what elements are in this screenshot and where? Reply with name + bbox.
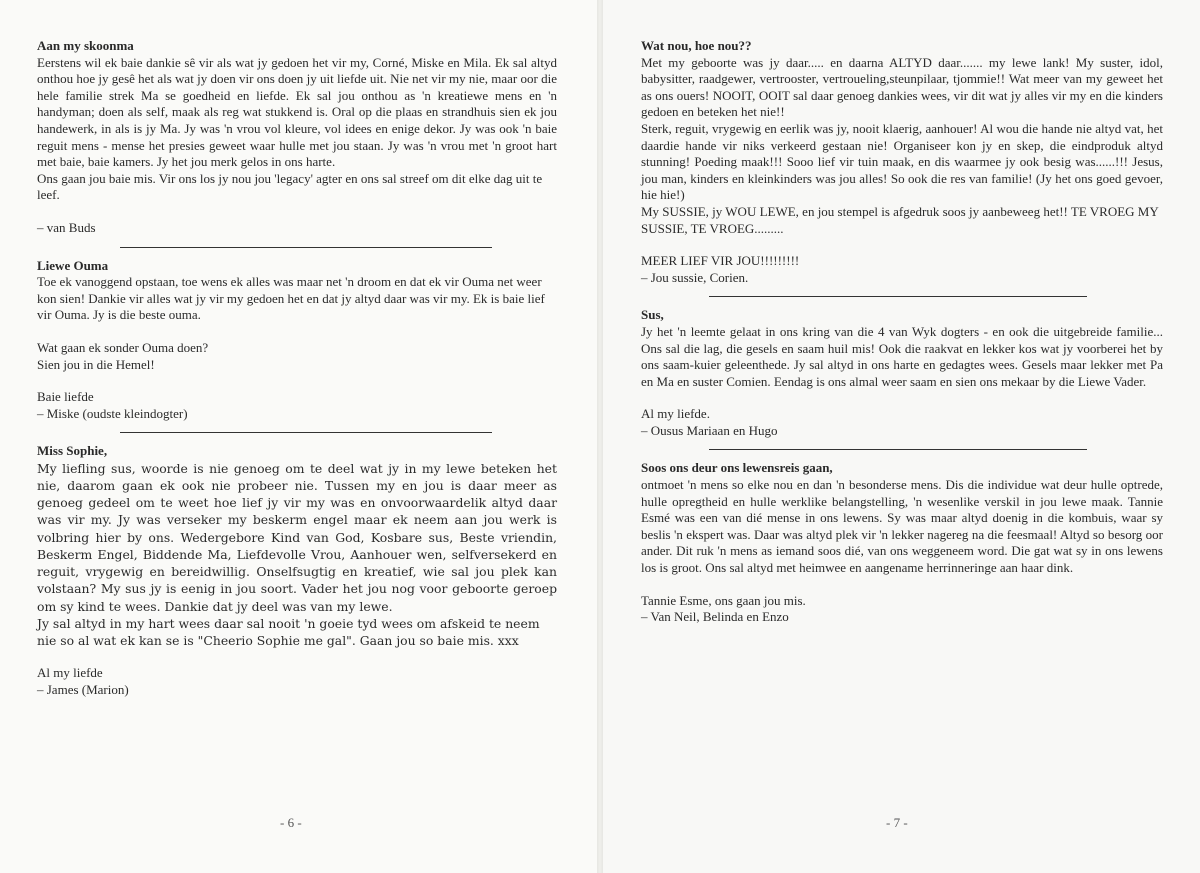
tribute-closing: Baie liefde [37, 389, 94, 405]
tribute-body: My liefling sus, woorde is nie genoeg om te deel wat jy in my lewe beteken het nie, daarom gaan ek ook nie probeer nie. Tussen my en jou is daar meer as genoeg gedeel om te weet hoe lief jy vir my was en onvoorwaardelik altyd daar was vir my. Jy was verseker my beskerm engel maar ek neem aan jou werk is volbring hier by ons. Wedergebore Kind van God, Kosbare sus, Beste vriendin, Beskerm Engel, Biddende Ma, Liefdevolle Vrou, Aanhouer wen, selfversekerd en reguit, vrygewig en bereidwillig. Onselfsugtig en kreatief, wie sal jou plek kan volstaan? My sus jy is eenig in jou soort. Vader het jou nog voor geboorte geroep om sy kind te wees. Dankie dat jy deel was van my lewe. [37, 460, 557, 614]
tribute-heading: Aan my skoonma [37, 38, 134, 53]
right-page [603, 0, 1200, 873]
tribute-line: Wat gaan ek sonder Ouma doen? [37, 339, 209, 355]
tribute-signature: – Miske (oudste kleindogter) [37, 405, 188, 421]
tribute-line: Sien jou in die Hemel! [37, 356, 155, 372]
tribute-body: Ons gaan jou baie mis. Vir ons los jy nou jou 'legacy' agter en ons sal streef om dit elke dag uit te leef. [37, 170, 543, 203]
tribute-heading: Sus, [641, 307, 664, 323]
tribute-body: Toe ek vanoggend opstaan, toe wens ek alles was maar net 'n droom en dat ek vir Ouma net weer kon sien! Dankie vir alles wat jy vir my gedoen het en dat jy altyd daar was vir my. Ek is baie lief vir Ouma. Jy is die beste ouma. [37, 274, 545, 323]
tribute-body: ontmoet 'n mens so elke nou en dan 'n besonderse mens. Dis die individue wat deur hulle optrede, hulle opregtheid en hulle werklike belangstelling, 'n wesenlike verskil in jou lewe maak. Tannie Esmé was een van dié mense in ons lewens. Sy was maar altyd doenig in die kombuis, waar sy beslis 'n ekspert was. Daar was altyd plek vir 'n lekker nagereg na die feesmaal! Altyd so besorg oor ander. Dit ruk 'n mens as iemand soos dié, van ons weggeneem word. Die gat wat sy in ons lewens los is groot. Ons sal altyd met heimwee en aangename herrinneringe aan haar dink. [641, 477, 1163, 576]
tribute-heading: Soos ons deur ons lewensreis gaan, [641, 460, 833, 476]
page-number: - 6 - [280, 815, 302, 830]
right-column [641, 38, 1163, 626]
tribute-signature: – van Buds [37, 219, 96, 235]
tribute-body: Jy het 'n leemte gelaat in ons kring van die 4 van Wyk dogters - en ook die uitgebreide familie... Ons sal die lag, die gesels en saam huil mis! Ook die raakvat en lekker kos wat jy voorberei het by ons saam-kuier geleenthede. Jy sal altyd in ons harte en gedagtes wees. Gesels maar lekker met Pa en Ma en suster Comien. Eendag is ons almal weer saam en sien ons mekaar by die Liewe Vader. [641, 323, 1163, 389]
tribute-closing: Al my liefde. [641, 406, 710, 422]
page-number: - 7 - [886, 815, 908, 830]
left-column [37, 38, 557, 698]
tribute-body: Met my geboorte was jy daar..... en daarna ALTYD daar....... my lewe lank! My suster, idol, babysitter, raadgewer, vertrooster, vertroueling,steunpilaar, tjommie!! Wat meer van my geweet het as ons ouers! NOOIT, OOIT sal daar genoeg dankies wees, vir dit wat jy alles vir my en die kinders gedoen en beteken het nie!! [641, 54, 1163, 120]
tribute-signature: – James (Marion) [37, 681, 129, 697]
tribute-heading: Wat nou, hoe nou?? [641, 38, 752, 53]
tribute-closing: MEER LIEF VIR JOU!!!!!!!!! [641, 253, 800, 269]
tribute-signature: – Ousus Mariaan en Hugo [641, 422, 778, 438]
tribute-closing: Al my liefde [37, 665, 103, 681]
tribute-body: My SUSSIE, jy WOU LEWE, en jou stempel is afgedruk soos jy aanbeweeg het!! TE VROEG MY SUSSIE, TE VROEG......... [641, 203, 1159, 236]
tribute-body: Sterk, reguit, vrygewig en eerlik was jy, nooit klaerig, aanhouer! Al wou die hande nie altyd vat, het daardie hande vir niks verkeerd gestaan nie! Organiseer kon jy en skep, die eindproduk altyd stunning! Poeding maak!!! Sooo lief vir tuin maak, en dis waarmee jy ook besig was......!!! Jesus, jou man, kinders en kleinkinders was jou alles! So ook die res van familie! (Jy het ons goed gevoer, hie hie!) [641, 120, 1163, 203]
tribute-body: Jy sal altyd in my hart wees daar sal nooit 'n goeie tyd wees om afskeid te neem nie so al wat ek kan se is "Cheerio Sophie me gal". Gaan jou so baie mis. xxx [37, 615, 540, 648]
left-page [0, 0, 597, 873]
tribute-heading: Miss Sophie, [37, 443, 108, 459]
tribute-closing: Tannie Esme, ons gaan jou mis. [641, 592, 806, 608]
tribute-signature: – Jou sussie, Corien. [641, 269, 749, 285]
tribute-heading: Liewe Ouma [37, 257, 109, 273]
tribute-body: Eerstens wil ek baie dankie sê vir als wat jy gedoen het vir my, Corné, Miske en Mila. Ek sal altyd onthou hoe jy gesê het als wat jy doen vir ons doen jy uit liefde uit. Nie net vir my nie, maar oor die hele familie strek Ma se goedheid en liefde. Ek sal jou onthou as 'n kreatiewe mens en 'n handyman; doen als self, maak als reg wat stukkend is. Oral op die plaas en strandhuis sien ek jou handewerk, in als is jy Ma. Jy was 'n vrou vol kleure, vol idees en enige dekor. Jy was ook 'n baie reguit mens - mense het presies geweet waar hulle met jou staan. Jy was 'n vrou met 'n groot hart met baie, baie kamers. Jy het jou merk gelos in ons harte. [37, 54, 557, 170]
tribute-signature: – Van Neil, Belinda en Enzo [641, 609, 789, 625]
